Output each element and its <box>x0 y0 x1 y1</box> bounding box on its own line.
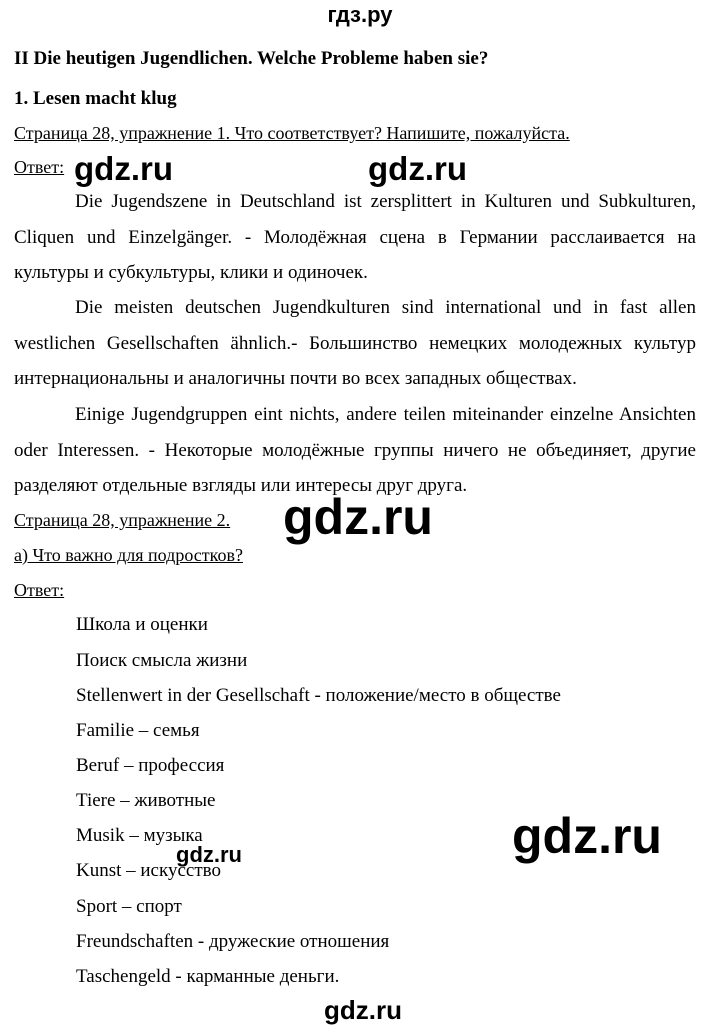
list-item: Freundschaften - дружеские отношения <box>76 931 390 952</box>
list-item: Stellenwert in der Gesellschaft - положение/место в обществе <box>76 685 561 706</box>
list-item: Поиск смысла жизни <box>76 650 248 671</box>
exercise2-question: a) Что важно для подростков? <box>14 545 243 565</box>
watermark: gdz.ru <box>368 150 467 187</box>
list-item: Beruf – профессия <box>76 755 225 776</box>
exercise1-paragraph-1: Die Jugendszene in Deutschland ist zersplittert in Kulturen und Subkulturen, Cliquen und Einzelgänger. - Молодёжная сцена в Германии расслаивается на культуры и субкультуры, клики и одиночек. <box>14 191 696 283</box>
exercise2-heading: Страница 28, упражнение 2. <box>14 510 231 530</box>
list-item: Sport – спорт <box>76 896 182 917</box>
section-subtitle: 1. Lesen macht klug <box>14 88 177 109</box>
watermark: gdz.ru <box>74 150 173 187</box>
list-item: Taschengeld - карманные деньги. <box>76 966 340 987</box>
exercise2-answer-label: Ответ: <box>14 580 65 600</box>
list-item: Tiere – животные <box>76 790 216 811</box>
site-header: гдз.ру <box>327 2 393 27</box>
list-item: Familie – семья <box>76 720 200 741</box>
exercise1-paragraph-3: Einige Jugendgruppen eint nichts, andere teilen miteinander einzelne Ansichten oder Interessen. - Некоторые молодёжные группы ничего не объединяет, другие разделяют отдельные взгляды или интересы друг друга. <box>14 404 696 496</box>
watermark: gdz.ru <box>324 995 402 1025</box>
watermark: gdz.ru <box>176 842 242 867</box>
section-title: II Die heutigen Jugendlichen. Welche Probleme haben sie? <box>14 48 489 69</box>
watermark: gdz.ru <box>283 489 433 545</box>
list-item: Kunst – искусство <box>76 860 221 881</box>
exercise1-answer-label: Ответ: <box>14 157 65 177</box>
exercise1-heading: Страница 28, упражнение 1. Что соответствует? Напишите, пожалуйста. <box>14 123 570 143</box>
list-item: Школа и оценки <box>76 614 208 635</box>
exercise1-paragraph-2: Die meisten deutschen Jugendkulturen sind international und in fast allen westlichen Gesellschaften ähnlich.- Большинство немецких молодежных культур интернациональны и аналогичны почти во всех западных обществах. <box>14 297 696 389</box>
list-item: Musik – музыка <box>76 825 203 846</box>
watermark: gdz.ru <box>512 808 662 864</box>
